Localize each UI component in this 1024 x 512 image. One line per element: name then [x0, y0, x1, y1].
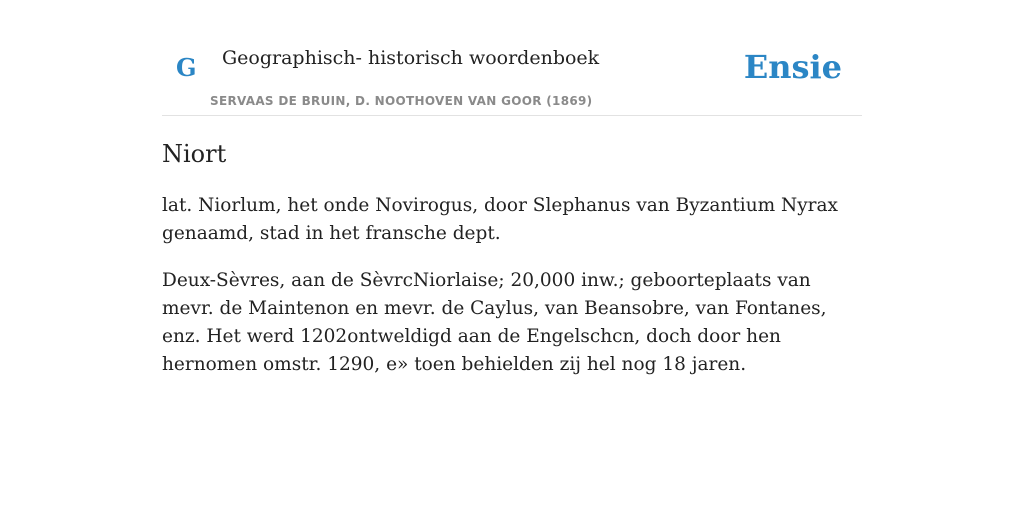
entry-title: Niort	[162, 140, 227, 168]
book-title[interactable]: Geographisch- historisch woordenboek	[222, 47, 600, 69]
entry-paragraph: lat. Niorlum, het onde Novirogus, door Slephanus van Byzantium Nyrax genaamd, stad in het fransche dept.	[162, 195, 838, 244]
book-initial-icon: G	[176, 53, 197, 82]
entry-body	[162, 192, 862, 398]
ensie-logo[interactable]: Ensie	[743, 48, 842, 86]
book-header	[162, 40, 862, 116]
book-authors-year: SERVAAS DE BRUIN, D. NOOTHOVEN VAN GOOR (1869)	[210, 94, 593, 108]
entry-paragraph: Deux-Sèvres, aan de SèvrcNiorlaise; 20,000 inw.; geboorteplaats van mevr. de Maintenon en mevr. de Caylus, van Beansobre, van Fontanes, enz. Het werd 1202ontweldigd aan de Engelschcn, doch door hen hernomen omstr. 1290, e» toen behielden zij hel nog 18 jaren.	[162, 270, 827, 375]
